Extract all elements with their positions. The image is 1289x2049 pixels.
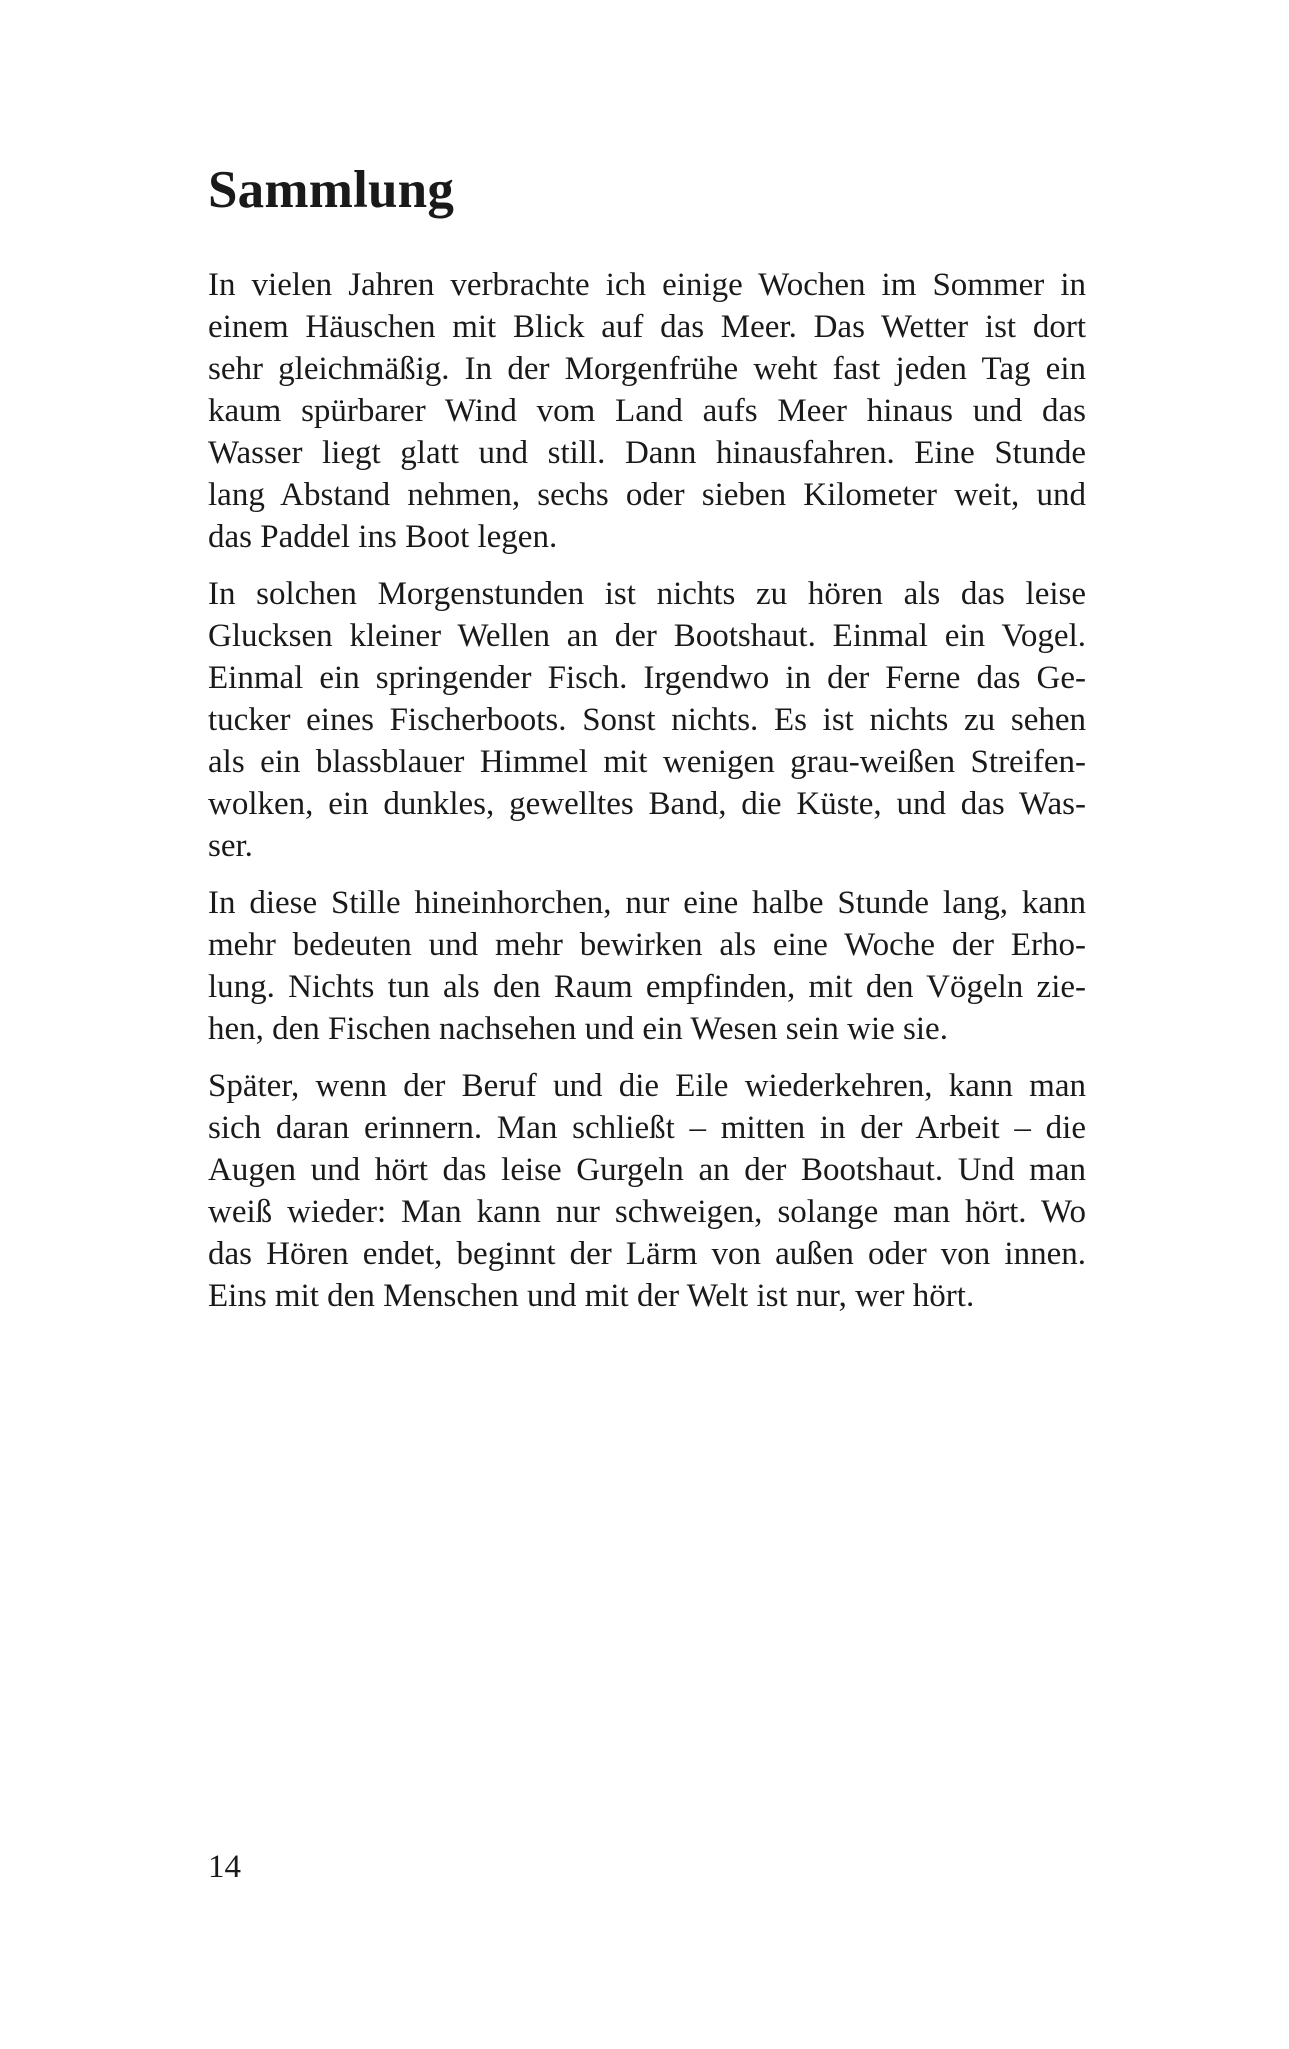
text-line: Augen und hört das leise Gurgeln an der Bootshaut. Und man <box>208 1152 1086 1188</box>
text-line: Einmal ein springender Fisch. Irgendwo in der Ferne das Ge- <box>208 660 1086 696</box>
text-line: Wasser liegt glatt und still. Dann hinausfahren. Eine Stunde <box>208 435 1086 471</box>
text-line: mehr bedeuten und mehr bewirken als eine Woche der Erho- <box>208 927 1086 963</box>
text-line: kaum spürbarer Wind vom Land aufs Meer hinaus und das <box>208 393 1086 429</box>
text-line: In solchen Morgenstunden ist nichts zu hören als das leise <box>208 576 1086 612</box>
text-line: weiß wieder: Man kann nur schweigen, solange man hört. Wo <box>208 1194 1086 1230</box>
text-line: als ein blassblauer Himmel mit wenigen grau-weißen Streifen- <box>208 744 1086 780</box>
text-line: lang Abstand nehmen, sechs oder sieben Kilometer weit, und <box>208 477 1086 513</box>
text-line: sehr gleichmäßig. In der Morgenfrühe weht fast jeden Tag ein <box>208 351 1086 387</box>
page-number: 14 <box>208 1849 241 1885</box>
text-line: In vielen Jahren verbrachte ich einige Wochen im Sommer in <box>208 267 1086 303</box>
text-line: das Hören endet, beginnt der Lärm von außen oder von innen. <box>208 1236 1086 1272</box>
text-line: Später, wenn der Beruf und die Eile wiederkehren, kann man <box>208 1068 1086 1104</box>
text-line: ser. <box>208 828 253 864</box>
text-line: Glucksen kleiner Wellen an der Bootshaut. Einmal ein Vogel. <box>208 618 1086 654</box>
text-line: sich daran erinnern. Man schließt – mitten in der Arbeit – die <box>208 1110 1086 1146</box>
text-line: tucker eines Fischerboots. Sonst nichts. Es ist nichts zu sehen <box>208 702 1086 738</box>
text-line: lung. Nichts tun als den Raum empfinden, mit den Vögeln zie- <box>208 969 1086 1005</box>
text-line: wolken, ein dunkles, gewelltes Band, die Küste, und das Was- <box>208 786 1086 822</box>
page-title: Sammlung <box>208 161 455 219</box>
body-text <box>208 264 1086 1332</box>
paragraph-1 <box>208 264 1086 558</box>
text-line: einem Häuschen mit Blick auf das Meer. Das Wetter ist dort <box>208 309 1086 345</box>
paragraph-4 <box>208 1065 1086 1317</box>
paragraph-2 <box>208 573 1086 867</box>
text-line: hen, den Fischen nachsehen und ein Wesen sein wie sie. <box>208 1011 948 1047</box>
text-line: In diese Stille hineinhorchen, nur eine halbe Stunde lang, kann <box>208 885 1086 921</box>
text-line: Eins mit den Menschen und mit der Welt ist nur, wer hört. <box>208 1278 975 1314</box>
text-line: das Paddel ins Boot legen. <box>208 519 558 555</box>
paragraph-3 <box>208 882 1086 1050</box>
